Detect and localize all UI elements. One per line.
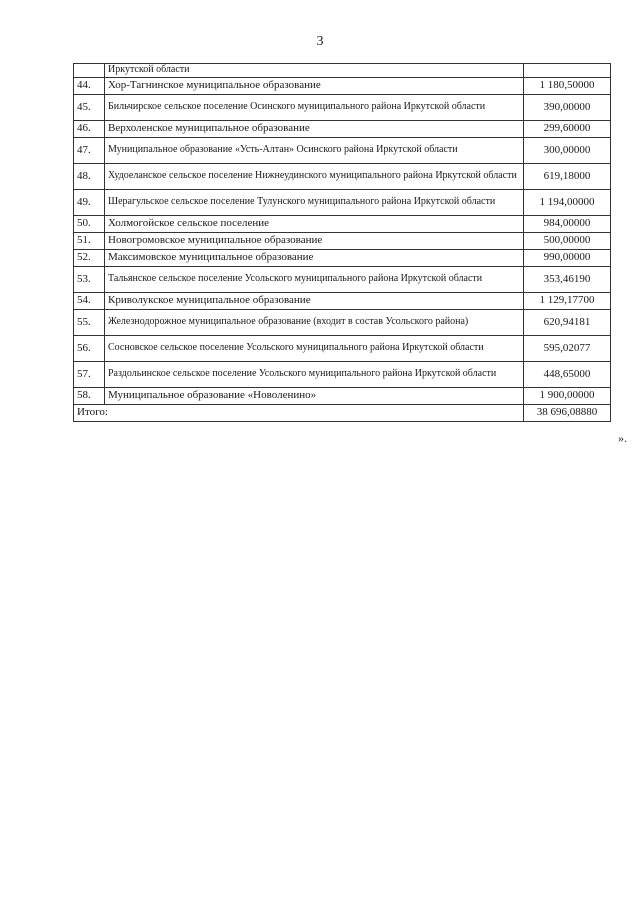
- row-value-cell: 984,00000: [524, 216, 611, 233]
- row-value-cell: 500,00000: [524, 233, 611, 250]
- table-row: [74, 267, 611, 293]
- row-value-cell: 1 180,50000: [524, 78, 611, 95]
- allocation-table: [73, 63, 611, 422]
- row-value-cell: 299,60000: [524, 121, 611, 138]
- row-number-cell: 46.: [74, 121, 105, 138]
- table-row: [74, 310, 611, 336]
- table-row: [74, 250, 611, 267]
- row-name-cell: Шерагульское сельское поселение Тулунского муниципального района Иркутской области: [105, 190, 524, 216]
- table-row: [74, 190, 611, 216]
- table-row: [74, 121, 611, 138]
- row-number-cell: 49.: [74, 190, 105, 216]
- row-value-cell: 990,00000: [524, 250, 611, 267]
- row-number-cell: [74, 64, 105, 78]
- row-value-cell: [524, 64, 611, 78]
- table-body: [74, 64, 611, 422]
- row-name-cell: Верхоленское муниципальное образование: [105, 121, 524, 138]
- row-number-cell: 45.: [74, 95, 105, 121]
- row-value-cell: 353,46190: [524, 267, 611, 293]
- row-value-cell: 300,00000: [524, 138, 611, 164]
- row-name-cell: Хор-Тагнинское муниципальное образование: [105, 78, 524, 95]
- row-number-cell: 44.: [74, 78, 105, 95]
- table-row: [74, 233, 611, 250]
- table-row: [74, 78, 611, 95]
- row-name-cell: Холмогойское сельское поселение: [105, 216, 524, 233]
- row-value-cell: 1 900,00000: [524, 388, 611, 405]
- row-number-cell: 47.: [74, 138, 105, 164]
- table-row: [74, 293, 611, 310]
- row-value-cell: 1 129,17700: [524, 293, 611, 310]
- table-row: [74, 164, 611, 190]
- row-name-cell: Тальянское сельское поселение Усольского муниципального района Иркутской области: [105, 267, 524, 293]
- row-name-cell: Бильчирское сельское поселение Осинского муниципального района Иркутской области: [105, 95, 524, 121]
- row-name-cell: Максимовское муниципальное образование: [105, 250, 524, 267]
- table-row-continuation: [74, 64, 611, 78]
- row-value-cell: 448,65000: [524, 362, 611, 388]
- row-number-cell: 58.: [74, 388, 105, 405]
- row-number-cell: 48.: [74, 164, 105, 190]
- row-name-cell: Раздольинское сельское поселение Усольского муниципального района Иркутской области: [105, 362, 524, 388]
- row-name-cell: Сосновское сельское поселение Усольского муниципального района Иркутской области: [105, 336, 524, 362]
- row-number-cell: 55.: [74, 310, 105, 336]
- table-row: [74, 216, 611, 233]
- row-number-cell: 53.: [74, 267, 105, 293]
- table-total-row: [74, 405, 611, 422]
- row-name-cell: Муниципальное образование «Новоленино»: [105, 388, 524, 405]
- table-row: [74, 138, 611, 164]
- row-value-cell: 620,94181: [524, 310, 611, 336]
- total-label: Итого:: [74, 405, 524, 422]
- row-number-cell: 57.: [74, 362, 105, 388]
- row-name-cell: Железнодорожное муниципальное образование (входит в состав Усольского района): [105, 310, 524, 336]
- table-row: [74, 362, 611, 388]
- table-row: [74, 388, 611, 405]
- row-value-cell: 1 194,00000: [524, 190, 611, 216]
- row-number-cell: 56.: [74, 336, 105, 362]
- row-number-cell: 50.: [74, 216, 105, 233]
- row-number-cell: 51.: [74, 233, 105, 250]
- table-row: [74, 95, 611, 121]
- row-number-cell: 52.: [74, 250, 105, 267]
- row-value-cell: 390,00000: [524, 95, 611, 121]
- total-value: 38 696,08880: [524, 405, 611, 422]
- row-number-cell: 54.: [74, 293, 105, 310]
- row-value-cell: 595,02077: [524, 336, 611, 362]
- closing-quote-mark: ».: [618, 431, 627, 445]
- row-name-cell: Муниципальное образование «Усть-Алтан» Осинского района Иркутской области: [105, 138, 524, 164]
- row-value-cell: 619,18000: [524, 164, 611, 190]
- row-name-cell: Новогромовское муниципальное образование: [105, 233, 524, 250]
- row-name-cell: Иркутской области: [105, 64, 524, 78]
- page-number: 3: [316, 34, 324, 49]
- table-row: [74, 336, 611, 362]
- row-name-cell: Криволукское муниципальное образование: [105, 293, 524, 310]
- row-name-cell: Худоеланское сельское поселение Нижнеудинского муниципального района Иркутской области: [105, 164, 524, 190]
